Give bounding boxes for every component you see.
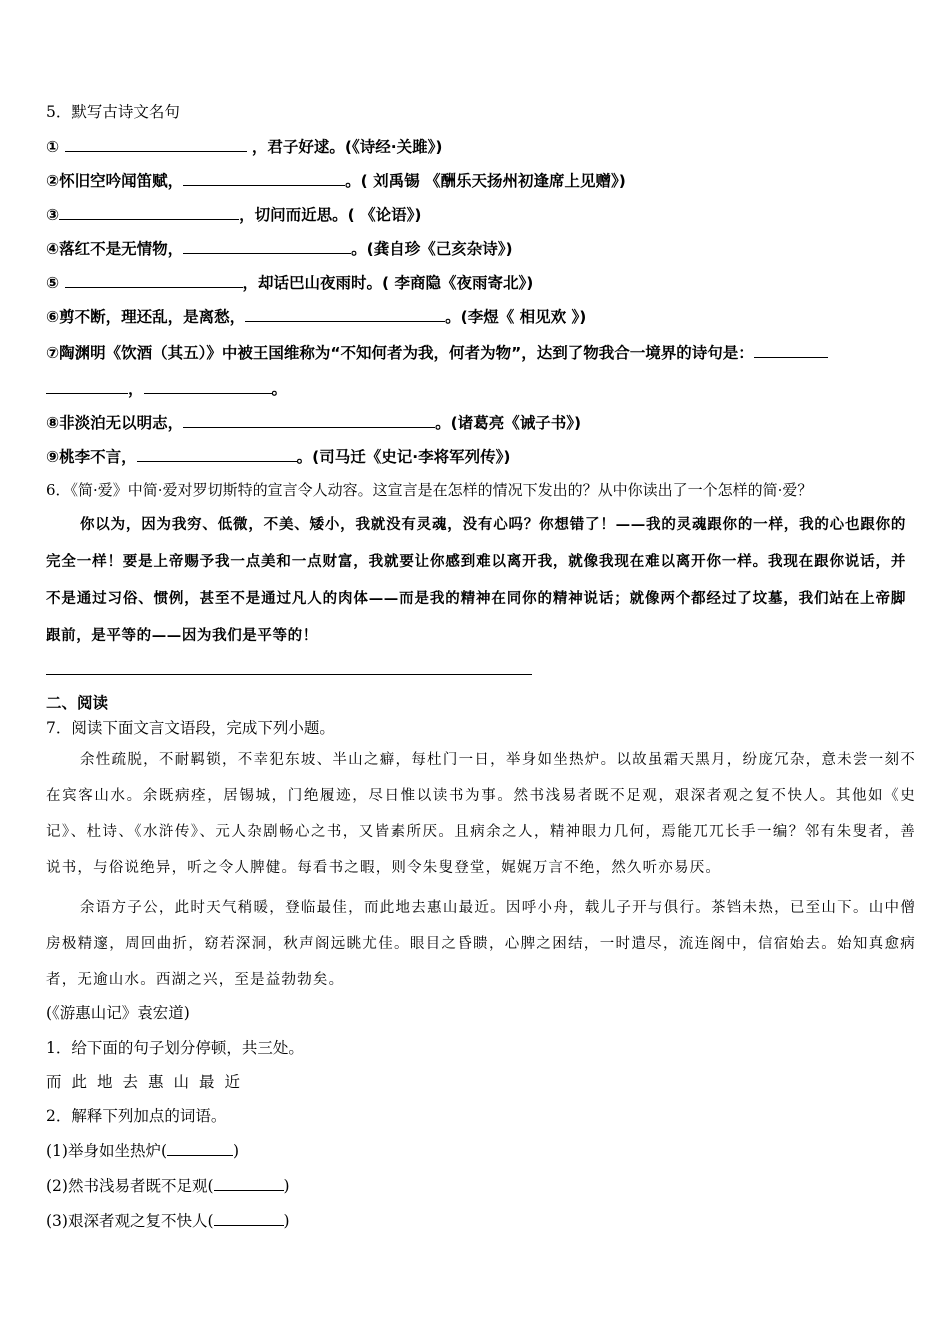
q5-item-3-post: ，切问而近思。( 《论语》) <box>239 206 422 224</box>
sub2-item-1 <box>46 1140 239 1161</box>
answer-blank[interactable] <box>59 204 239 220</box>
q5-title: 5．默写古诗文名句 <box>46 103 180 121</box>
answer-blank[interactable] <box>65 272 243 288</box>
sub1-sentence: 而此地去惠山最近 <box>46 1073 251 1091</box>
q5-item-6-post: 。(李煜《 相见欢 》) <box>445 308 587 326</box>
answer-blank[interactable] <box>214 1175 284 1191</box>
q5-item-8 <box>46 412 581 433</box>
q5-item-7b-mid: ， <box>128 380 144 398</box>
sub2-title: 2．解释下列加点的词语。 <box>46 1107 227 1125</box>
sub2-item-2-label: (2)然书浅易者既不足观( <box>46 1177 214 1195</box>
q5-item-9 <box>46 446 510 467</box>
answer-blank[interactable] <box>245 306 445 322</box>
section-heading: 二、阅读 <box>46 694 109 712</box>
passage-paragraph-2: 余语方子公，此时天气稍暖，登临最佳，而此地去惠山最近。因呼小舟，载儿子开与俱行。茶铛未热，已至山下。山中僧房极精邃，周回曲折，窈若深洞，秋声阁远眺尤佳。眼目之昏瞆，心脾之困结，一时遣尽，流连阁中，信宿始去。始知真愈病者，无逾山水。西湖之兴，至是益勃勃矣。 <box>46 900 916 988</box>
q5-item-1 <box>46 136 443 157</box>
q5-item-4 <box>46 238 513 259</box>
q5-item-5-pre: ⑤ <box>46 274 65 292</box>
sub2-item-1-label: (1)举身如坐热炉( <box>46 1142 168 1160</box>
answer-line[interactable] <box>46 674 532 675</box>
q5-item-8-post: 。(诸葛亮《诫子书》) <box>435 414 582 432</box>
answer-blank[interactable] <box>754 342 828 358</box>
q7-title: 7．阅读下面文言文语段，完成下列小题。 <box>46 719 335 737</box>
sub2-item-3-close: ) <box>283 1212 290 1230</box>
answer-blank[interactable] <box>65 136 247 152</box>
q5-item-2 <box>46 170 626 191</box>
q6-excerpt: 你以为，因为我穷、低微，不美、矮小，我就没有灵魂，没有心吗？你想错了！——我的灵魂跟你的一样，我的心也跟你的完全一样！要是上帝赐予我一点美和一点财富，我就要让你感到难以离开我，就像我现在难以离开你一样。我现在跟你说话，并不是通过习俗、惯例，甚至不是通过凡人的肉体——而是我的精神在同你的精神说话；就像两个都经过了坟墓，我们站在上帝脚跟前，是平等的——因为我们是平等的！ <box>46 516 906 644</box>
q5-item-3 <box>46 204 421 225</box>
q5-item-7b-post: 。 <box>271 380 288 398</box>
passage-source: (《游惠山记》袁宏道) <box>46 1004 190 1022</box>
answer-blank[interactable] <box>167 1140 233 1156</box>
q5-item-6-pre: ⑥剪不断，理还乱，是离愁， <box>46 308 246 326</box>
sub2-item-2 <box>46 1175 290 1196</box>
q5-item-5-post: ，却话巴山夜雨时。( 李商隐《夜雨寄北》) <box>242 274 534 292</box>
sub2-item-3-label: (3)艰深者观之复不快人( <box>46 1212 214 1230</box>
answer-blank[interactable] <box>183 170 345 186</box>
q5-item-4-pre: ④落红不是无情物， <box>46 240 184 258</box>
sub2-item-3 <box>46 1210 290 1231</box>
q5-item-4-post: 。(龚自珍《己亥杂诗》) <box>351 240 513 258</box>
answer-blank[interactable] <box>144 378 272 394</box>
sub2-item-2-close: ) <box>283 1177 290 1195</box>
q5-item-2-post: 。( 刘禹锡 《酬乐天扬州初逢席上见赠》) <box>345 172 626 190</box>
answer-blank[interactable] <box>214 1210 284 1226</box>
q5-item-7-pre: ⑦陶渊明《饮酒（其五）》中被王国维称为“不知何者为我，何者为物”，达到了物我合一境界的诗句是： <box>46 344 754 362</box>
q5-item-9-post: 。(司马迁《史记·李将军列传》) <box>296 448 511 466</box>
q5-item-7 <box>46 342 828 363</box>
q5-item-5 <box>46 272 533 293</box>
q5-item-9-pre: ⑨桃李不言， <box>46 448 137 466</box>
sub1-title: 1．给下面的句子划分停顿，共三处。 <box>46 1039 304 1057</box>
answer-blank[interactable] <box>183 238 351 254</box>
q5-item-7-continued <box>46 378 287 399</box>
answer-blank[interactable] <box>183 412 435 428</box>
answer-blank[interactable] <box>137 446 297 462</box>
sub2-item-1-close: ) <box>233 1142 240 1160</box>
q5-item-6 <box>46 306 586 327</box>
q5-item-2-pre: ②怀旧空吟闻笛赋， <box>46 172 184 190</box>
q5-item-1-post: ，君子好逑。(《诗经·关雎》) <box>246 138 443 156</box>
q6-title: 6．《简·爱》中简·爱对罗切斯特的宣言令人动容。这宣言是在怎样的情况下发出的？从中你读出了一个怎样的简·爱？ <box>46 481 813 499</box>
q5-item-8-pre: ⑧非淡泊无以明志， <box>46 414 184 432</box>
answer-blank[interactable] <box>46 378 128 394</box>
passage-paragraph-1: 余性疏脱，不耐羁锁，不幸犯东坡、半山之癖，每杜门一日，举身如坐热炉。以故虽霜天黑月，纷庞冗杂，意未尝一刻不在宾客山水。余既病痊，居锡城，门绝履迹，尽日惟以读书为事。然书浅易者既不足观，艰深者观之复不快人。其他如《史记》、杜诗、《水浒传》、元人杂剧畅心之书，又皆素所厌。且病余之人，精神眼力几何，焉能兀兀长手一编？邻有朱叟者，善说书，与俗说绝异，听之令人脾健。每看书之暇，则令朱叟登堂，娓娓万言不绝，然久听亦易厌。 <box>46 752 916 876</box>
q5-item-1-pre: ① <box>46 138 65 156</box>
q5-item-3-pre: ③ <box>46 206 60 224</box>
